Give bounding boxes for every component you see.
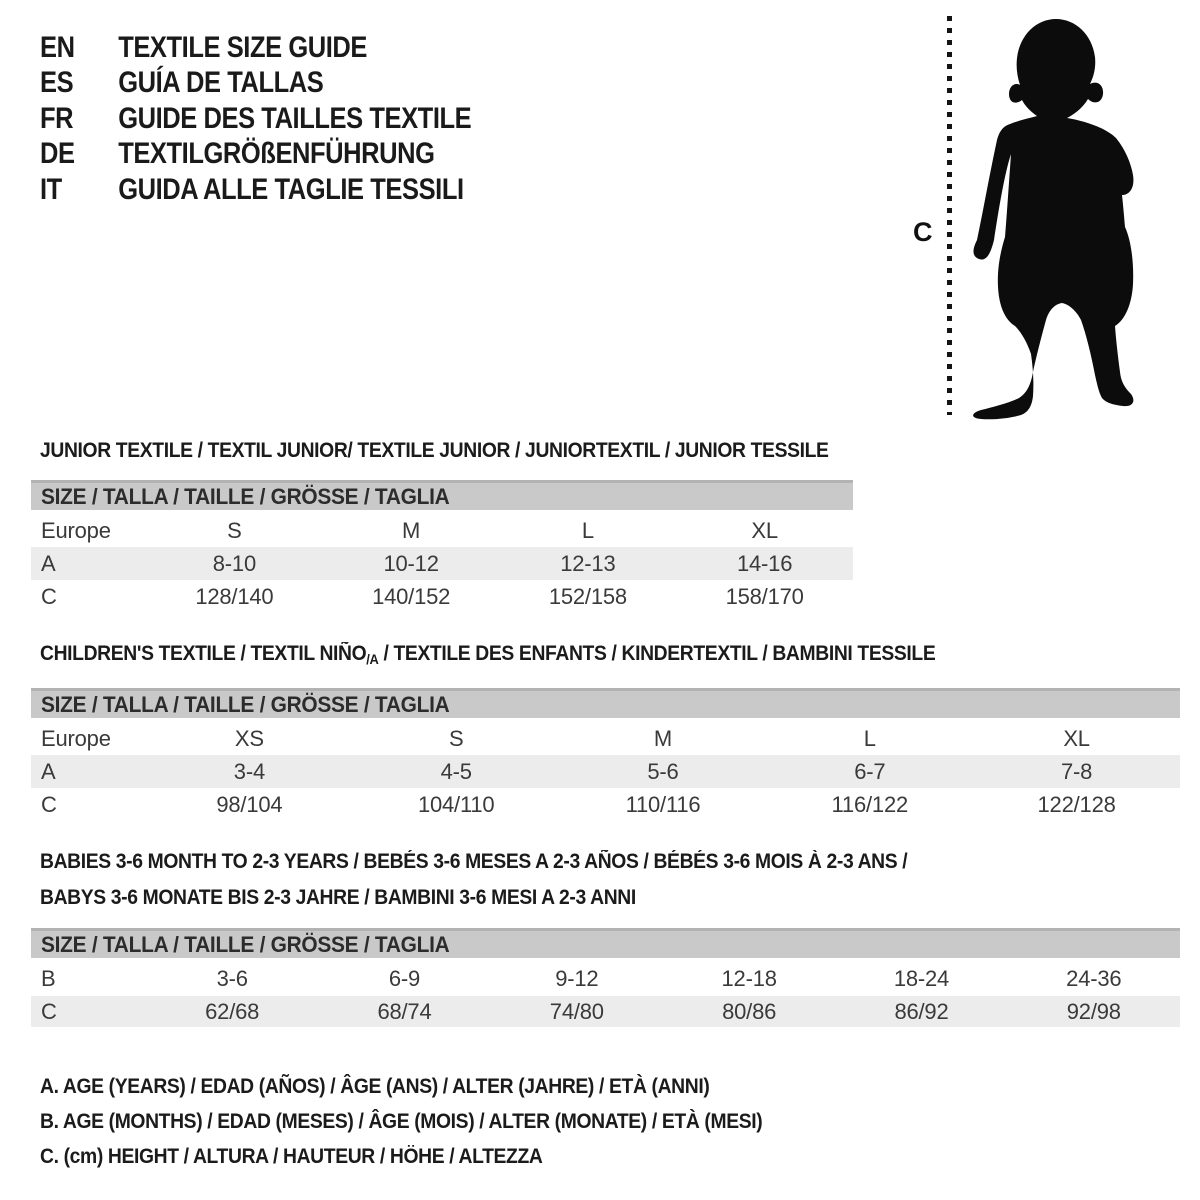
legend-line-c: C. (cm) HEIGHT / ALTURA / HAUTEUR / HÖHE / ALTEZZA: [40, 1144, 543, 1168]
lang-row-es: [40, 66, 471, 102]
value-cell: 6-7: [854, 758, 886, 784]
value-cell: 116/122: [831, 791, 909, 817]
lang-code: EN: [40, 30, 75, 64]
legend-line-a: A. AGE (YEARS) / EDAD (AÑOS) / ÂGE (ANS) / ALTER (JAHRE) / ETÀ (ANNI): [40, 1074, 710, 1098]
size-cell: M: [402, 517, 421, 543]
table-row-height-cm: [31, 996, 1180, 1027]
lang-row-en: [40, 30, 471, 66]
value-cell: 62/68: [205, 998, 260, 1024]
value-cell: 80/86: [722, 998, 777, 1024]
value-cell: 74/80: [549, 998, 604, 1024]
size-header-text: SIZE / TALLA / TAILLE / GRÖSSE / TAGLIA: [41, 483, 450, 509]
measure-legend: [40, 1069, 825, 1174]
lang-title: GUIDE DES TAILLES TEXTILE: [118, 101, 472, 135]
row-label: A: [41, 758, 56, 784]
row-label: A: [41, 550, 56, 576]
table-row-age-months: [31, 962, 1180, 996]
value-cell: 14-16: [736, 550, 793, 576]
value-cell: 10-12: [383, 550, 439, 576]
size-cell: XL: [751, 517, 778, 543]
size-cell: L: [863, 725, 876, 751]
children-size-table: [31, 688, 1180, 821]
row-label: B: [41, 966, 56, 991]
value-cell: 128/140: [195, 583, 274, 609]
lang-title: TEXTILE SIZE GUIDE: [118, 30, 367, 64]
babies-size-header-bar: [31, 928, 1180, 958]
value-cell: 5-6: [647, 758, 679, 784]
row-label: Europe: [41, 725, 111, 751]
babies-title-line2: BABYS 3-6 MONATE BIS 2-3 JAHRE / BAMBINI 3-6 MESI A 2-3 ANNI: [40, 886, 636, 909]
lang-code: IT: [40, 172, 62, 206]
height-measure-dashed-line: [947, 16, 952, 415]
lang-code: DE: [40, 137, 75, 171]
value-cell: 24-36: [1066, 966, 1122, 991]
children-title-pre: CHILDREN'S TEXTILE / TEXTIL NIÑO: [40, 642, 367, 665]
row-label: C: [41, 998, 57, 1024]
height-measure-label: C: [913, 217, 933, 247]
value-cell: 12-13: [560, 550, 616, 576]
junior-section-title: JUNIOR TEXTILE / TEXTIL JUNIOR/ TEXTILE JUNIOR / JUNIORTEXTIL / JUNIOR TESSILE: [40, 439, 829, 462]
value-cell: 122/128: [1037, 791, 1116, 817]
junior-size-table: [31, 480, 853, 613]
lang-row-de: [40, 137, 471, 173]
lang-title: GUÍA DE TALLAS: [118, 66, 324, 100]
value-cell: 140/152: [372, 583, 451, 609]
value-cell: 8-10: [212, 550, 256, 576]
lang-title: TEXTILGRÖßENFÜHRUNG: [118, 137, 435, 171]
value-cell: 110/116: [625, 791, 701, 817]
value-cell: 68/74: [377, 998, 432, 1024]
row-label: C: [41, 583, 57, 609]
size-cell: XL: [1063, 725, 1090, 751]
babies-size-table: [31, 928, 1180, 1027]
toddler-silhouette-image: [965, 12, 1165, 422]
table-row-height-cm: [31, 788, 1180, 821]
table-row-age-years: [31, 547, 853, 580]
value-cell: 3-6: [216, 966, 248, 991]
babies-title-line1: BABIES 3-6 MONTH TO 2-3 YEARS / BEBÉS 3-6 MESES A 2-3 AÑOS / BÉBÉS 3-6 MOIS À 2-3 ANS /: [40, 850, 908, 873]
table-row-age-years: [31, 755, 1180, 788]
lang-row-it: [40, 172, 471, 208]
size-cell: XS: [234, 725, 264, 751]
lang-code: ES: [40, 66, 74, 100]
value-cell: 92/98: [1066, 998, 1121, 1024]
value-cell: 86/92: [894, 998, 949, 1024]
size-header-text: SIZE / TALLA / TAILLE / GRÖSSE / TAGLIA: [41, 931, 450, 957]
value-cell: 152/158: [548, 583, 627, 609]
lang-title: GUIDA ALLE TAGLIE TESSILI: [118, 172, 464, 206]
value-cell: 12-18: [721, 966, 777, 991]
row-label: C: [41, 791, 57, 817]
children-title-post: / TEXTILE DES ENFANTS / KINDERTEXTIL / BAMBINI TESSILE: [378, 642, 936, 665]
table-row-height-cm: [31, 580, 853, 613]
language-title-list: [40, 30, 547, 208]
table-row-europe: [31, 722, 1180, 755]
junior-size-header-bar: [31, 480, 853, 510]
size-header-text: SIZE / TALLA / TAILLE / GRÖSSE / TAGLIA: [41, 691, 450, 717]
value-cell: 6-9: [388, 966, 421, 991]
value-cell: 3-4: [233, 758, 265, 784]
size-cell: L: [581, 517, 594, 543]
children-size-header-bar: [31, 688, 1180, 718]
children-title-sub: /A: [366, 651, 379, 667]
size-cell: S: [227, 517, 242, 543]
lang-row-fr: [40, 101, 471, 137]
legend-line-b: B. AGE (MONTHS) / EDAD (MESES) / ÂGE (MOIS) / ALTER (MONATE) / ETÀ (MESI): [40, 1109, 763, 1133]
value-cell: 9-12: [555, 966, 599, 991]
table-row-europe: [31, 514, 853, 547]
value-cell: 104/110: [417, 791, 495, 817]
value-cell: 158/170: [725, 583, 804, 609]
children-section-title: [40, 640, 935, 673]
value-cell: 18-24: [893, 966, 950, 991]
value-cell: 98/104: [216, 791, 283, 817]
size-cell: S: [448, 725, 464, 751]
lang-code: FR: [40, 101, 74, 135]
value-cell: 7-8: [1060, 758, 1093, 784]
size-cell: M: [653, 725, 673, 751]
babies-section-title: [40, 848, 907, 920]
value-cell: 4-5: [440, 758, 472, 784]
row-label: Europe: [41, 517, 111, 543]
